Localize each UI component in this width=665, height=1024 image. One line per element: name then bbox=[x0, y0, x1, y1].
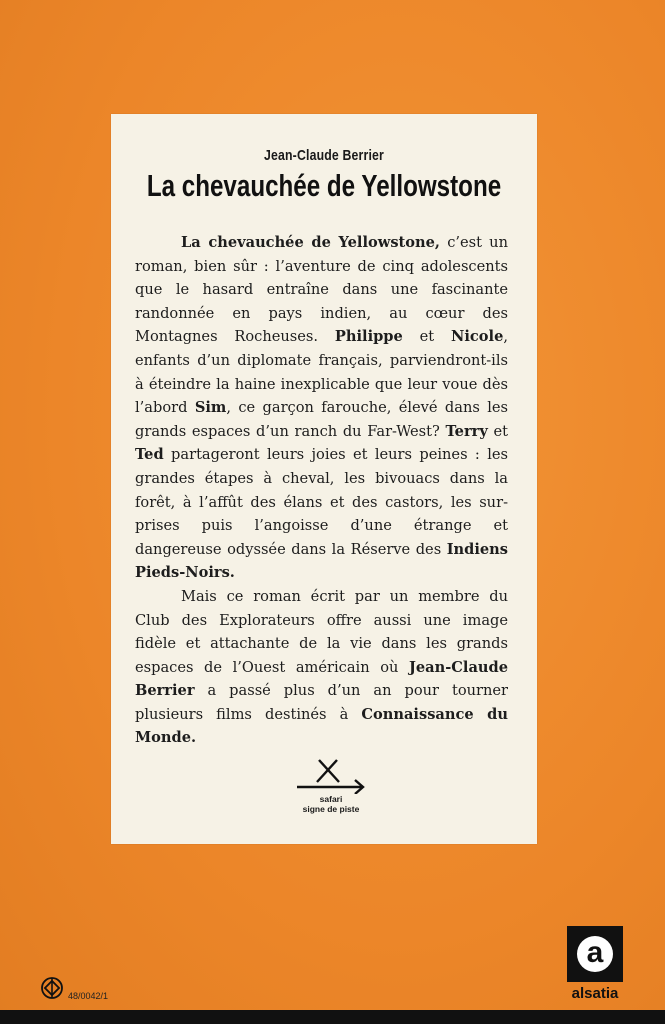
catalog-code: 48/0042/1 bbox=[68, 991, 109, 1001]
blurb-bold-segment: Indiens Pieds-Noirs. bbox=[135, 540, 508, 582]
blurb-segment: a passé plus d’un an pour tourner plusieurs films destinés à bbox=[135, 682, 508, 723]
book-title: La chevauchée de Yellowstone bbox=[146, 168, 502, 203]
publisher-logo bbox=[567, 926, 623, 1004]
blurb-bold-segment: Jean-Claude Berrier bbox=[135, 658, 508, 700]
author-name: Jean-Claude Berrier bbox=[263, 147, 385, 164]
blurb-segment: et bbox=[402, 328, 452, 346]
blurb-bold-segment: Philippe bbox=[334, 328, 403, 346]
blurb-text bbox=[135, 231, 508, 750]
publisher-logo-letter: a bbox=[577, 936, 613, 972]
blurb-paragraph-1 bbox=[135, 231, 508, 585]
series-logo-line1: safari bbox=[319, 794, 343, 804]
blurb-segment: c’est un roman, bien sûr : l’aventure de cinq adolescents que le hasard entraîne dans une fascinante randonnée en pays indien, au cœur des Montagnes Rocheuses. bbox=[135, 234, 508, 346]
blurb-segment: , enfants d’un diplomate français, parviendront-ils à éteindre la haine inexplicable que leur voue dès l’abord bbox=[135, 328, 508, 417]
blurb-segment: et bbox=[487, 422, 509, 440]
blurb-bold-segment: La chevauchée de Yellowstone, bbox=[181, 234, 440, 251]
blurb-bold-segment: Ted bbox=[135, 446, 164, 464]
blurb-paragraph-2 bbox=[135, 585, 508, 750]
blurb-bold-segment: Nicole bbox=[451, 328, 504, 346]
publisher-name: alsatia bbox=[571, 985, 619, 1002]
blurb-bold-segment: Connaissance du Monde. bbox=[135, 705, 508, 747]
blurb-bold-segment: Sim bbox=[194, 399, 227, 417]
blurb-segment: Mais ce roman écrit par un membre du Club des Explorateurs offre aussi une image fidèle et attachante de la vie dans les grands espaces de l’Ouest américain où bbox=[135, 587, 508, 676]
blurb-segment: , ce garçon farouche, élevé dans les grands espaces d’un ranch du Far-West? bbox=[135, 399, 509, 440]
blurb-segment: partageront leurs joies et leurs peines : les grandes étapes à cheval, les bivouacs dans la forêt, à l’affût des élans et des castors, les surprises puis l’angoisse d’une étrange et dangereuse odyssée dans la Réserve des bbox=[135, 446, 508, 558]
arrow-sign-icon bbox=[291, 756, 371, 794]
series-logo-line2: signe de piste bbox=[302, 804, 360, 814]
safari-signe-de-piste-logo bbox=[291, 756, 371, 816]
back-cover-panel bbox=[111, 114, 537, 844]
bottom-edge-shadow bbox=[0, 1010, 665, 1024]
imprint-mark-icon bbox=[40, 976, 64, 1000]
blurb-bold-segment: Terry bbox=[445, 422, 488, 440]
